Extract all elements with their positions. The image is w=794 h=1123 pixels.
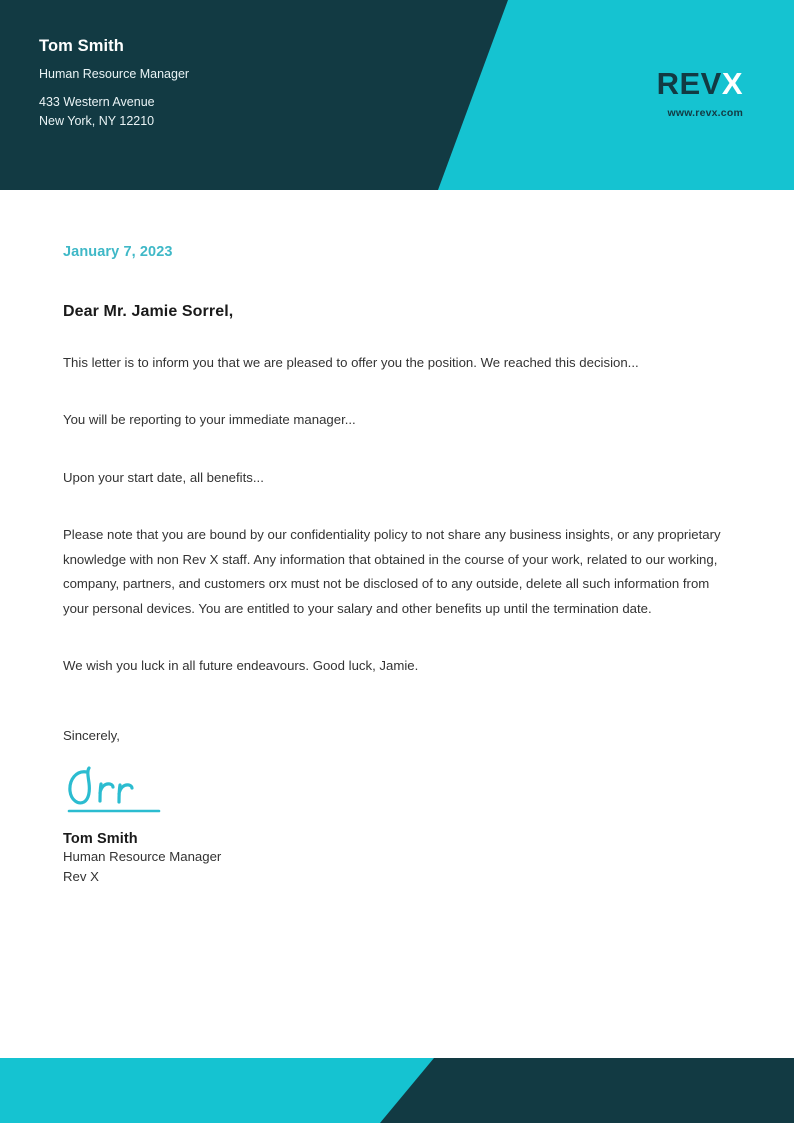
signature-company: Rev X xyxy=(63,869,99,885)
paragraph-benefits: Upon your start date, all benefits... xyxy=(63,469,264,485)
letter-date: January 7, 2023 xyxy=(63,244,173,260)
letter-body xyxy=(63,190,731,888)
sender-city: New York, NY 12210 xyxy=(39,114,155,129)
logo-text-rev: REV xyxy=(656,66,722,101)
paragraph-closing-wish: We wish you luck in all future endeavours. Good luck, Jamie. xyxy=(63,657,419,673)
paragraph-confidentiality: Please note that you are bound by our confidentiality policy to not share any business insights, or any proprietary knowledge with non Rev X staff. Any information that obtained in the course of your work, related to our working, company, partners, and customers orx must not be disclosed of to any outside, delete all such information from your personal devices. You are entitled to your salary and other benefits up until the termination date. xyxy=(63,527,721,616)
signature-name: Tom Smith xyxy=(63,830,138,847)
page-footer xyxy=(0,1058,794,1123)
paragraph-manager: You will be reporting to your immediate manager... xyxy=(63,412,356,428)
letter-closing: Sincerely, xyxy=(63,728,120,744)
footer-dark-panel xyxy=(0,1058,794,1123)
sender-name: Tom Smith xyxy=(39,37,124,55)
paragraph-offer: This letter is to inform you that we are pleased to offer you the position. We reached this decision... xyxy=(63,355,639,370)
brand-logo xyxy=(657,68,743,119)
sender-street: 433 Western Avenue xyxy=(39,94,155,109)
letter-salutation: Dear Mr. Jamie Sorrel, xyxy=(63,303,234,320)
page-header xyxy=(0,0,794,190)
logo-text-x: X xyxy=(721,66,743,101)
sender-role: Human Resource Manager xyxy=(39,67,190,82)
brand-website: www.revx.com xyxy=(667,107,743,119)
signature-role: Human Resource Manager xyxy=(63,848,222,864)
logo-wordmark xyxy=(657,68,743,99)
signature-mark-icon xyxy=(63,766,167,818)
sender-contact-block xyxy=(39,36,189,132)
signature-block xyxy=(63,766,731,888)
